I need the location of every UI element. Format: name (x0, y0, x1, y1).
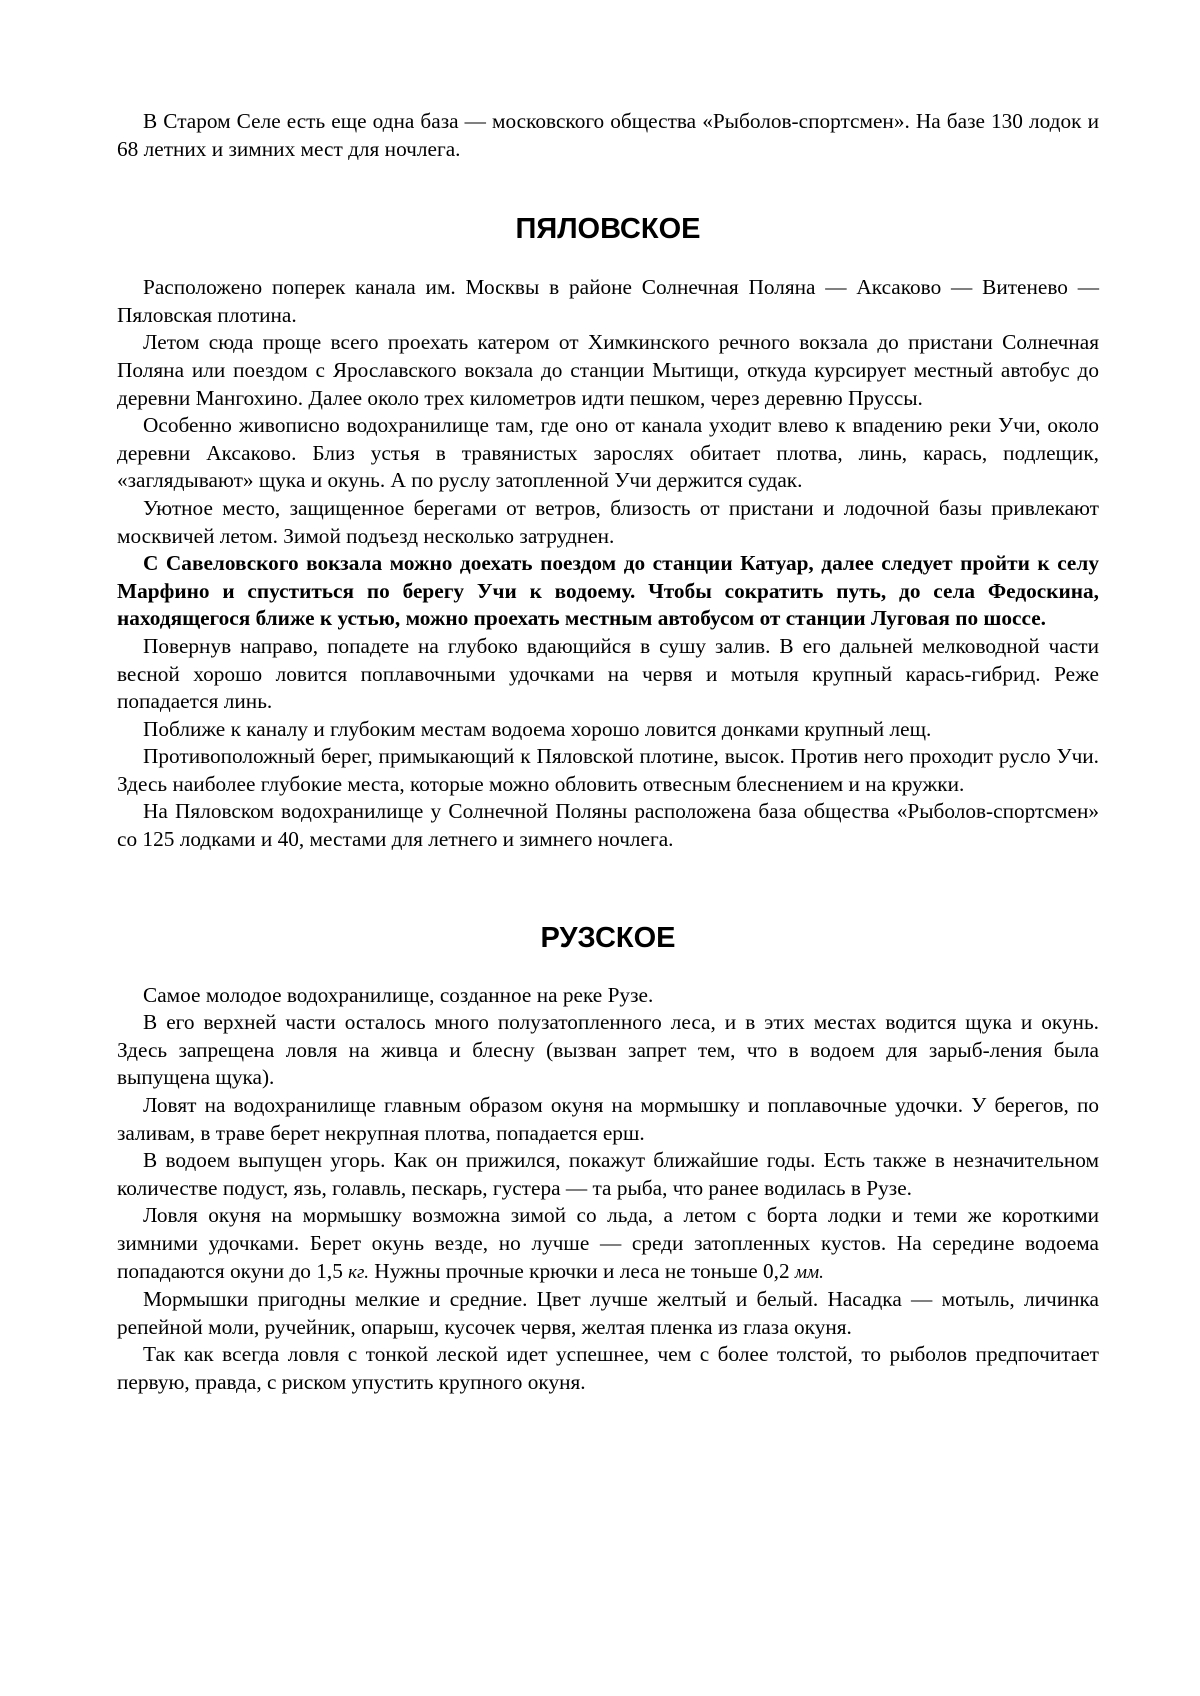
paragraph: Уютное место, защищенное берегами от ветров, близость от пристани и лодочной базы привлекают москвичей летом. Зимой подъезд несколько затруднен. (117, 495, 1099, 548)
paragraph: В водоем выпущен угорь. Как он прижился, покажут ближайшие годы. Есть также в незначительном количестве подуст, язь, голавль, пескарь, густера — та рыба, что ранее водилась в Рузе. (117, 1148, 1099, 1200)
paragraph: В его верхней части осталось много полузатопленного леса, и в этих местах водится щука и окунь. Здесь запрещена ловля на живца и блесну (вызван запрет тем, что в водоем для зарыб-ления была выпущена щука). (117, 1010, 1099, 1090)
paragraph: Расположено поперек канала им. Москвы в районе Солнечная Поляна — Аксаково — Витенево — Пяловская плотина. (117, 275, 1099, 327)
paragraph: Поближе к каналу и глубоким местам водоема хорошо ловится донками крупный лещ. (143, 716, 932, 741)
unit-mm: мм. (794, 1261, 824, 1283)
paragraph: Летом сюда проще всего проехать катером от Химкинского речного вокзала до пристани Солнечная Поляна или поездом с Ярославского вокзала до станции Мытищи, откуда курсирует местный автобус до деревни Мангохино. Далее около трех километров идти пешком, через деревню Пруссы. (117, 330, 1099, 410)
intro-paragraph: В Старом Селе есть еще одна база — московского общества «Рыболов-спортсмен». На базе 130 лодок и 68 летних и зимних мест для ночлега. (117, 109, 1099, 161)
section-title-pyalovskoe: ПЯЛОВСКОЕ (515, 213, 701, 246)
section-title-ruzskoe: РУЗСКОЕ (540, 921, 676, 954)
paragraph: Особенно живописно водохранилище там, где оно от канала уходит влево к впадению реки Учи, около деревни Аксаково. Близ устья в травянистых зарослях обитает плотва, линь, карась, подлещик, «заглядывают» щука и окунь. А по руслу затопленной Учи держится судак. (117, 413, 1099, 493)
unit-kg: кг. (348, 1261, 369, 1283)
paragraph: На Пяловском водохранилище у Солнечной Поляны расположена база общества «Рыболов-спортсмен» со 125 лодками и 40, местами для летнего и зимнего ночлега. (117, 799, 1099, 852)
paragraph: Самое молодое водохранилище, созданное на реке Рузе. (143, 982, 654, 1007)
paragraph-text: Нужны прочные крючки и леса не тоньше 0,2 (368, 1258, 795, 1283)
paragraph-text: Ловля окуня на мормышку возможна зимой со льда, а летом с борта лодки и теми же короткими зимними удочками. Берет окунь везде, но лучше — среди затопленных кустов. На середине водоема попадаются окуни до 1,5 (117, 1203, 1099, 1283)
paragraph: Ловят на водохранилище главным образом окуня на мормышку и поплавочные удочки. У берегов, по заливам, в траве берет некрупная плотва, попадается ерш. (117, 1093, 1099, 1145)
paragraph: Повернув направо, попадете на глубоко вдающийся в сушу залив. В его дальней мелководной части весной хорошо ловится поплавочными удочками на червя и мотыля крупный карась-гибрид. Реже попадается линь. (117, 633, 1099, 714)
paragraph: Так как всегда ловля с тонкой леской идет успешнее, чем с более толстой, то рыболов предпочитает первую, правда, с риском упустить крупного окуня. (117, 1342, 1099, 1394)
paragraph: Противоположный берег, примыкающий к Пяловской плотине, высок. Против него проходит русло Учи. Здесь наиболее глубокие места, которые можно обловить отвесным блеснением и на кружки. (117, 744, 1099, 796)
paragraph: Мормышки пригодны мелкие и средние. Цвет лучше желтый и белый. Насадка — мотыль, личинка репейной моли, ручейник, опарыш, кусочек червя, желтая пленка из глаза окуня. (117, 1287, 1099, 1339)
paragraph-with-units (117, 1202, 1099, 1286)
bold-paragraph: С Савеловского вокзала можно доехать поездом до станции Катуар, далее следует пройти к селу Марфино и спуститься по берегу Учи к водоему. Чтобы сократить путь, до села Федоскина, находящегося ближе к устью, можно проехать местным автобусом от станции Луговая по шоссе. (117, 551, 1099, 631)
document-page (117, 108, 1099, 1397)
